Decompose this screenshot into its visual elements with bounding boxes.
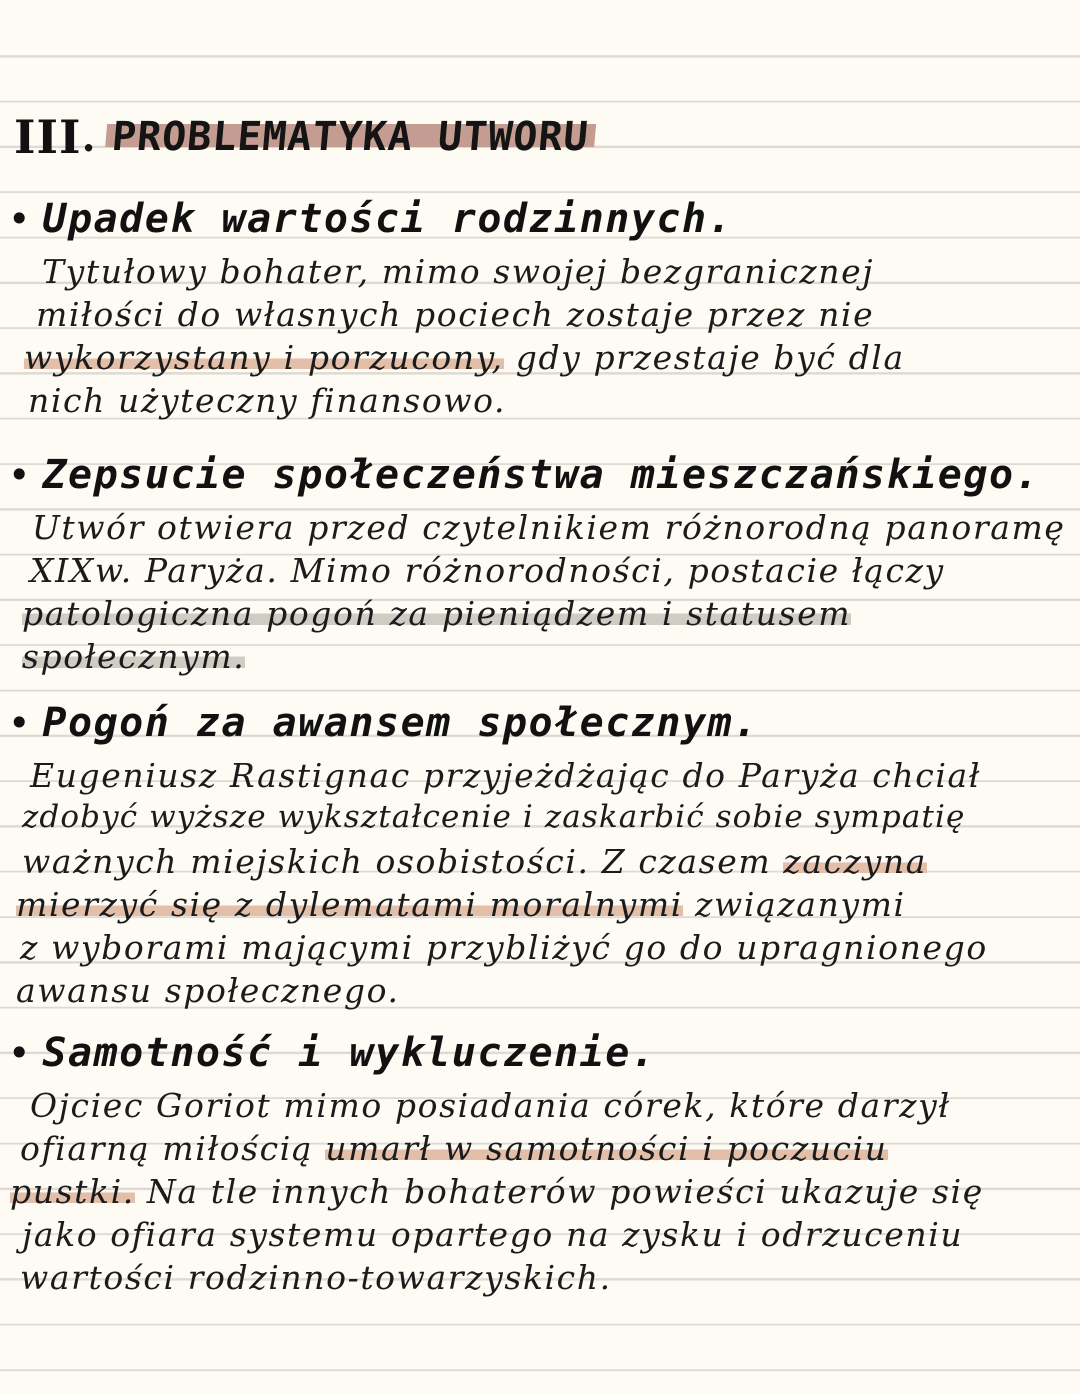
section-heading (8, 196, 733, 242)
bullet-icon: • (8, 453, 31, 497)
body-line (16, 885, 906, 924)
highlighted-text: umarł w samotności i poczuciu (325, 1129, 888, 1168)
body-line (36, 295, 874, 334)
body-line (20, 928, 988, 967)
body-line (22, 1215, 963, 1254)
body-line (24, 338, 905, 377)
heading-text: Pogoń za awansem społecznym. (42, 700, 759, 746)
line-text: Tytułowy bohater, mimo swojej bezgranicznej (42, 252, 875, 291)
section-heading (8, 1030, 656, 1076)
page-title (14, 110, 594, 164)
line-text: jako ofiara systemu opartego na zysku i odrzuceniu (22, 1215, 964, 1254)
body-line (16, 971, 400, 1010)
bullet-icon: • (8, 1031, 31, 1075)
line-text: miłości do własnych pociech zostaje przez nie (36, 295, 875, 334)
line-text: nich użyteczny finansowo. (28, 381, 507, 420)
line-text: ofiarną miłością (20, 1129, 326, 1168)
body-line (22, 799, 965, 835)
body-line (22, 842, 927, 881)
line-text: XIXw. Paryża. Mimo różnorodności, postacie łączy (30, 551, 945, 590)
heading-text: Zepsucie społeczeństwa mieszczańskiego. (42, 452, 1041, 498)
body-line (20, 1258, 612, 1297)
body-line (42, 252, 874, 291)
highlighted-text: społecznym. (22, 637, 246, 676)
line-text: związanymi (682, 885, 906, 924)
line-text: Ojciec Goriot mimo posiadania córek, które darzył (30, 1086, 951, 1125)
body-line (32, 508, 1066, 547)
body-line (28, 381, 506, 420)
body-line (30, 1086, 951, 1125)
title-text: PROBLEMATYKA UTWORU (103, 114, 596, 160)
section-heading (8, 452, 1040, 498)
line-text: awansu społecznego. (16, 971, 400, 1010)
section-heading (8, 700, 759, 746)
line-text: wartości rodzinno-towarzyskich. (20, 1258, 612, 1297)
line-text: Eugeniusz Rastignac przyjeżdżając do Paryża chciał (30, 756, 982, 795)
heading-text: Samotność i wykluczenie. (42, 1030, 657, 1076)
line-text: gdy przestaje być dla (503, 338, 905, 377)
heading-text: Upadek wartości rodzinnych. (42, 196, 734, 242)
body-line (30, 756, 981, 795)
body-line (30, 551, 945, 590)
highlighted-text: pustki. (10, 1172, 135, 1211)
title-numeral: III (14, 110, 82, 164)
body-line (22, 594, 851, 633)
title-dot: . (81, 113, 96, 161)
body-line (20, 1129, 888, 1168)
line-text: zdobyć wyższe wykształcenie i zaskarbić sobie sympatię (22, 799, 966, 835)
highlighted-text: zaczyna (783, 842, 928, 881)
highlighted-text: mierzyć się z dylematami moralnymi (16, 885, 683, 924)
highlighted-text: wykorzystany i porzucony, (24, 338, 504, 377)
body-line (10, 1172, 984, 1211)
bullet-icon: • (8, 197, 31, 241)
line-text: z wyborami mającymi przybliżyć go do upragnionego (20, 928, 988, 967)
body-line (22, 637, 245, 676)
highlighted-text: patologiczna pogoń za pieniądzem i statusem (22, 594, 852, 633)
line-text: Na tle innych bohaterów powieści ukazuje się (134, 1172, 984, 1211)
line-text: Utwór otwiera przed czytelnikiem różnorodną panoramę (32, 508, 1066, 547)
bullet-icon: • (8, 701, 31, 745)
line-text: ważnych miejskich osobistości. Z czasem (22, 842, 784, 881)
